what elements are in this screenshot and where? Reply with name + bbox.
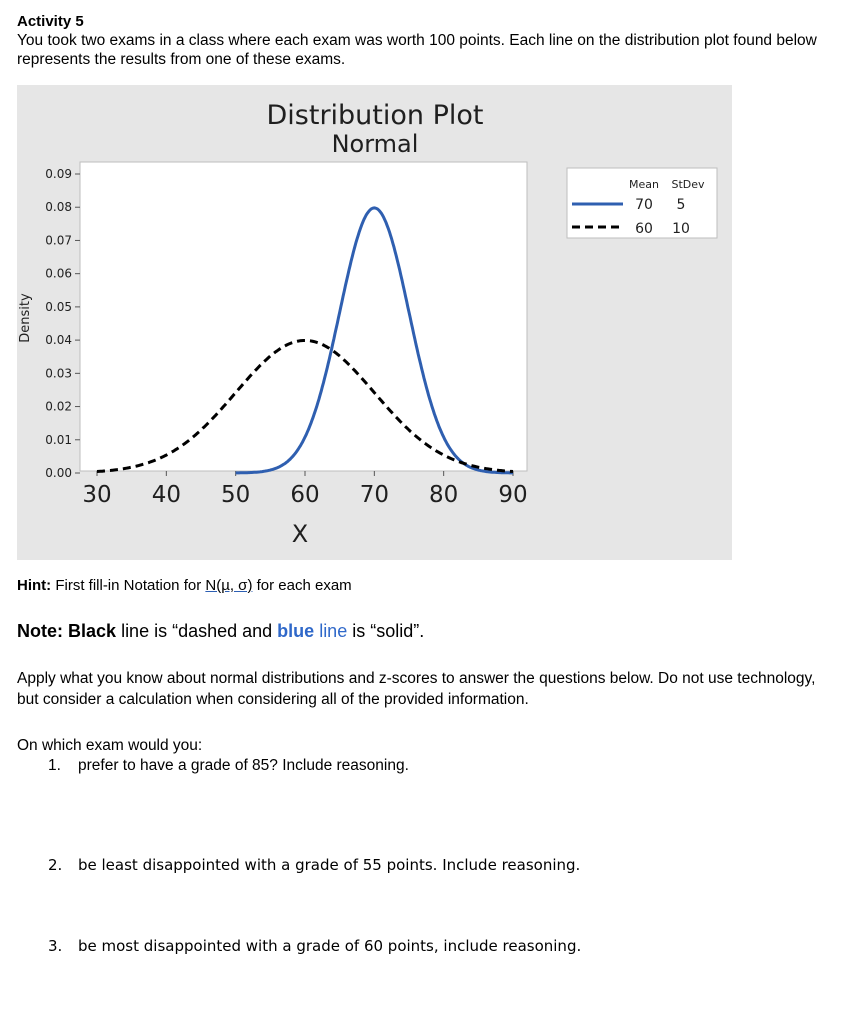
hint-line xyxy=(17,577,352,594)
y-tick-label: 0.06 xyxy=(45,266,72,281)
x-tick-label: 80 xyxy=(429,482,459,508)
y-tick-label: 0.08 xyxy=(45,200,72,215)
chart-title: Distribution Plot xyxy=(266,100,484,131)
x-tick-label: 30 xyxy=(82,482,112,508)
note-label: Note: xyxy=(17,621,63,641)
y-tick-label: 0.03 xyxy=(45,366,72,381)
x-tick-label: 70 xyxy=(359,482,389,508)
y-tick-label: 0.07 xyxy=(45,233,72,248)
y-tick-label: 0.00 xyxy=(45,466,72,480)
question-1 xyxy=(48,757,409,775)
plot-area xyxy=(80,162,527,471)
legend xyxy=(567,168,717,238)
y-tick-label: 0.04 xyxy=(45,333,72,348)
legend-stdev-2: 10 xyxy=(672,221,690,237)
hint-label: Hint: xyxy=(17,577,52,594)
x-tick-label: 50 xyxy=(221,482,251,508)
question-3-number: 3. xyxy=(48,937,63,955)
distribution-plot xyxy=(17,85,732,560)
chart-subtitle: Normal xyxy=(331,130,419,158)
legend-stdev-1: 5 xyxy=(676,197,686,213)
legend-header-stdev: StDev xyxy=(671,178,705,191)
hint-text-before: First fill-in Notation for xyxy=(51,577,206,594)
note-word-blue: blue xyxy=(277,621,315,641)
note-word-black: Black xyxy=(68,621,117,641)
y-tick-label: 0.09 xyxy=(45,167,72,181)
apply-paragraph: Apply what you know about normal distributions and z-scores to answer the questions below. Do not use technology, but consider a calculation when considering all of the provided information. xyxy=(17,670,816,708)
legend-header-mean: Mean xyxy=(629,178,659,191)
legend-mean-1: 70 xyxy=(635,197,653,213)
y-tick-label: 0.02 xyxy=(45,399,72,414)
activity-title: Activity 5 xyxy=(17,13,84,30)
note-text-end: is “solid”. xyxy=(347,621,425,641)
legend-mean-2: 60 xyxy=(635,221,653,237)
x-tick-label: 40 xyxy=(151,482,181,508)
x-tick-label: 60 xyxy=(290,482,320,508)
y-axis-label: Density xyxy=(18,293,33,343)
x-tick-label: 90 xyxy=(498,482,528,508)
question-prompt: On which exam would you: xyxy=(17,737,203,754)
question-2-text: be least disappointed with a grade of 55 points. Include reasoning. xyxy=(78,856,581,874)
y-tick-label: 0.05 xyxy=(45,299,72,314)
question-1-text: prefer to have a grade of 85? Include reasoning. xyxy=(78,757,409,774)
hint-notation: N(µ, σ) xyxy=(205,577,253,594)
question-2 xyxy=(48,856,580,874)
x-axis-label: X xyxy=(291,520,309,548)
note-text-mid: line is “dashed and xyxy=(116,621,278,641)
note-line xyxy=(17,621,424,642)
y-tick-label: 0.01 xyxy=(45,432,72,447)
question-2-number: 2. xyxy=(48,856,63,874)
intro-paragraph: You took two exams in a class where each exam was worth 100 points. Each line on the distribution plot found below represents the results from one of these exams. xyxy=(17,32,817,68)
hint-text-after: for each exam xyxy=(252,577,352,594)
question-3 xyxy=(48,937,581,955)
question-3-text: be most disappointed with a grade of 60 points, include reasoning. xyxy=(78,937,582,955)
question-1-number: 1. xyxy=(48,757,61,774)
note-text-blue-line: line xyxy=(314,621,348,641)
